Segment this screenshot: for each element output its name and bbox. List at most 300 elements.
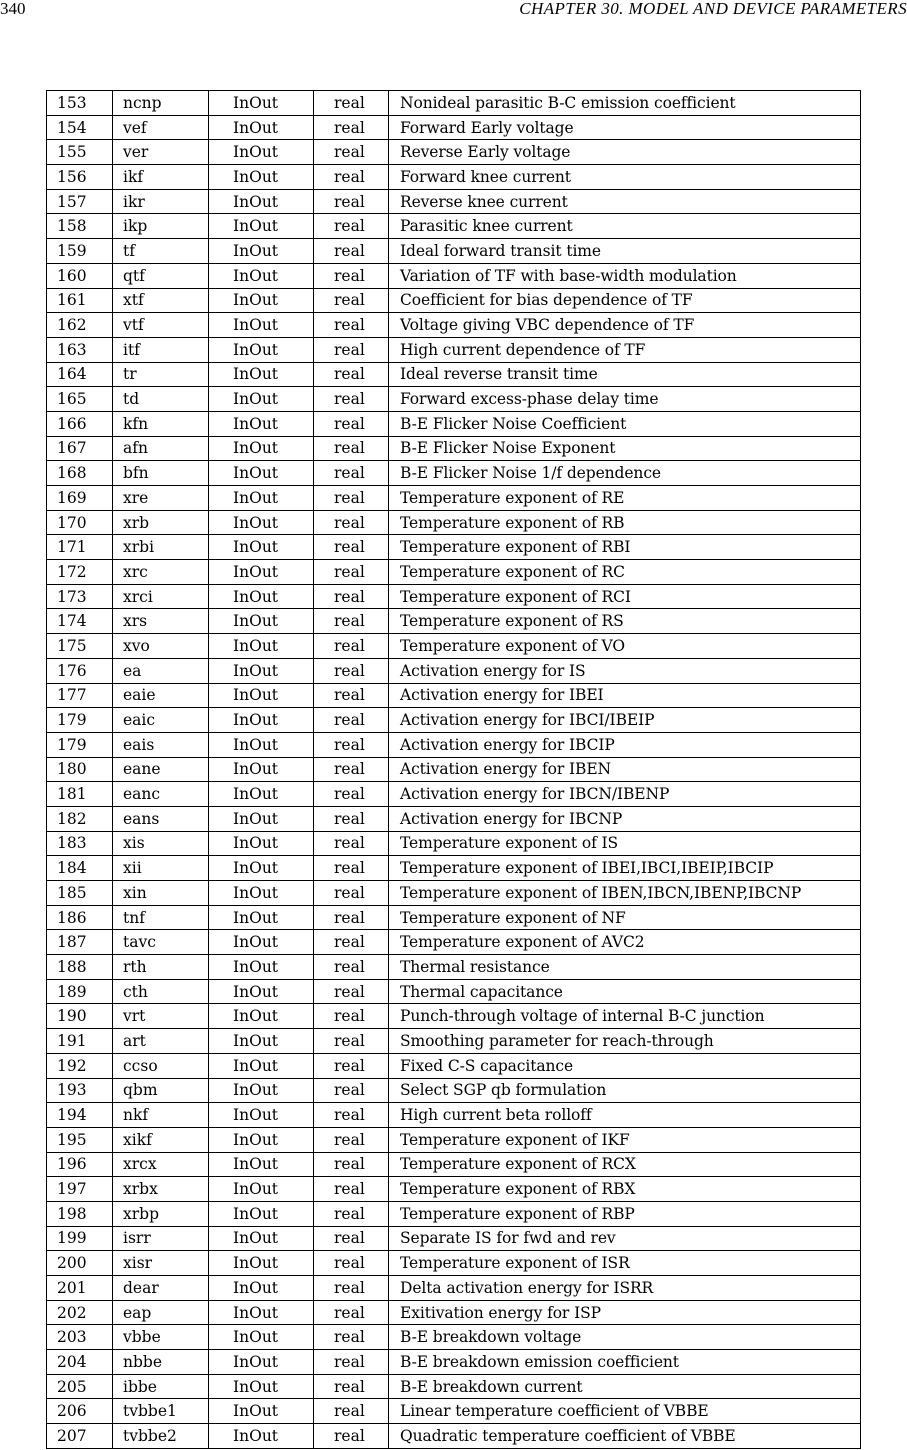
param-type-cell: real [314, 486, 389, 511]
table-row [47, 263, 861, 288]
param-name-cell: eane [113, 757, 209, 782]
param-direction-cell: InOut [209, 584, 314, 609]
param-type-cell: real [314, 214, 389, 239]
param-name-cell: xrbi [113, 535, 209, 560]
param-description-cell: Temperature exponent of AVC2 [389, 930, 861, 955]
table-row [47, 881, 861, 906]
param-description-cell: Coefficient for bias dependence of TF [389, 288, 861, 313]
param-description-cell: Activation energy for IBEN [389, 757, 861, 782]
param-description-cell: Variation of TF with base-width modulation [389, 263, 861, 288]
param-direction-cell: InOut [209, 905, 314, 930]
param-type-cell: real [314, 609, 389, 634]
param-id-cell: 173 [47, 584, 113, 609]
param-type-cell: real [314, 634, 389, 659]
param-name-cell: tf [113, 239, 209, 264]
param-name-cell: td [113, 387, 209, 412]
param-direction-cell: InOut [209, 757, 314, 782]
param-direction-cell: InOut [209, 288, 314, 313]
param-type-cell: real [314, 1300, 389, 1325]
chapter-title: CHAPTER 30. MODEL AND DEVICE PARAMETERS [519, 0, 907, 18]
table-row [47, 584, 861, 609]
param-name-cell: ver [113, 140, 209, 165]
table-row [47, 905, 861, 930]
table-row [47, 165, 861, 190]
param-id-cell: 179 [47, 732, 113, 757]
param-direction-cell: InOut [209, 658, 314, 683]
param-description-cell: Activation energy for IBCNP [389, 806, 861, 831]
param-id-cell: 167 [47, 436, 113, 461]
param-type-cell: real [314, 165, 389, 190]
param-description-cell: Temperature exponent of IKF [389, 1127, 861, 1152]
param-name-cell: eaic [113, 708, 209, 733]
param-name-cell: xii [113, 856, 209, 881]
param-type-cell: real [314, 535, 389, 560]
param-name-cell: itf [113, 337, 209, 362]
param-description-cell: Fixed C-S capacitance [389, 1053, 861, 1078]
param-description-cell: Temperature exponent of IBEN,IBCN,IBENP,IBCNP [389, 881, 861, 906]
param-direction-cell: InOut [209, 189, 314, 214]
param-description-cell: Ideal forward transit time [389, 239, 861, 264]
param-description-cell: Temperature exponent of RBX [389, 1177, 861, 1202]
param-id-cell: 205 [47, 1374, 113, 1399]
param-description-cell: Linear temperature coefficient of VBBE [389, 1399, 861, 1424]
param-description-cell: Punch-through voltage of internal B-C junction [389, 1004, 861, 1029]
param-id-cell: 202 [47, 1300, 113, 1325]
param-type-cell: real [314, 732, 389, 757]
param-direction-cell: InOut [209, 1201, 314, 1226]
param-direction-cell: InOut [209, 362, 314, 387]
table-row [47, 436, 861, 461]
param-type-cell: real [314, 288, 389, 313]
param-name-cell: ccso [113, 1053, 209, 1078]
param-id-cell: 190 [47, 1004, 113, 1029]
param-direction-cell: InOut [209, 1127, 314, 1152]
param-type-cell: real [314, 584, 389, 609]
param-id-cell: 200 [47, 1251, 113, 1276]
param-id-cell: 196 [47, 1152, 113, 1177]
param-name-cell: dear [113, 1276, 209, 1301]
param-description-cell: B-E breakdown emission coefficient [389, 1350, 861, 1375]
param-direction-cell: InOut [209, 683, 314, 708]
param-direction-cell: InOut [209, 1325, 314, 1350]
table-row [47, 1201, 861, 1226]
param-id-cell: 171 [47, 535, 113, 560]
param-description-cell: Temperature exponent of RCI [389, 584, 861, 609]
table-row [47, 1399, 861, 1424]
table-row [47, 510, 861, 535]
table-row [47, 362, 861, 387]
param-id-cell: 185 [47, 881, 113, 906]
table-row [47, 1350, 861, 1375]
param-type-cell: real [314, 806, 389, 831]
param-description-cell: Delta activation energy for ISRR [389, 1276, 861, 1301]
param-type-cell: real [314, 1424, 389, 1449]
param-id-cell: 204 [47, 1350, 113, 1375]
param-description-cell: Temperature exponent of ISR [389, 1251, 861, 1276]
param-id-cell: 184 [47, 856, 113, 881]
param-direction-cell: InOut [209, 1053, 314, 1078]
param-description-cell: Temperature exponent of RE [389, 486, 861, 511]
param-name-cell: xrbp [113, 1201, 209, 1226]
param-id-cell: 168 [47, 461, 113, 486]
param-type-cell: real [314, 856, 389, 881]
table-row [47, 387, 861, 412]
param-description-cell: Activation energy for IBCI/IBEIP [389, 708, 861, 733]
param-type-cell: real [314, 881, 389, 906]
param-description-cell: Temperature exponent of RBI [389, 535, 861, 560]
table-row [47, 1276, 861, 1301]
table-row [47, 239, 861, 264]
param-name-cell: vbbe [113, 1325, 209, 1350]
param-type-cell: real [314, 362, 389, 387]
table-row [47, 609, 861, 634]
param-id-cell: 189 [47, 979, 113, 1004]
param-name-cell: xrb [113, 510, 209, 535]
param-id-cell: 155 [47, 140, 113, 165]
table-row [47, 757, 861, 782]
param-type-cell: real [314, 140, 389, 165]
param-direction-cell: InOut [209, 214, 314, 239]
param-name-cell: eaie [113, 683, 209, 708]
param-direction-cell: InOut [209, 782, 314, 807]
param-description-cell: Thermal capacitance [389, 979, 861, 1004]
table-row [47, 288, 861, 313]
param-type-cell: real [314, 263, 389, 288]
table-row [47, 1152, 861, 1177]
param-description-cell: Exitivation energy for ISP [389, 1300, 861, 1325]
param-type-cell: real [314, 1399, 389, 1424]
param-direction-cell: InOut [209, 510, 314, 535]
table-row [47, 1029, 861, 1054]
param-id-cell: 179 [47, 708, 113, 733]
param-type-cell: real [314, 313, 389, 338]
param-name-cell: afn [113, 436, 209, 461]
param-id-cell: 188 [47, 955, 113, 980]
table-row [47, 91, 861, 116]
param-name-cell: xtf [113, 288, 209, 313]
param-type-cell: real [314, 1152, 389, 1177]
param-name-cell: ea [113, 658, 209, 683]
param-name-cell: vef [113, 115, 209, 140]
param-name-cell: cth [113, 979, 209, 1004]
param-direction-cell: InOut [209, 239, 314, 264]
param-type-cell: real [314, 1078, 389, 1103]
param-name-cell: nkf [113, 1103, 209, 1128]
table-row [47, 979, 861, 1004]
param-type-cell: real [314, 658, 389, 683]
param-direction-cell: InOut [209, 461, 314, 486]
param-name-cell: xrcx [113, 1152, 209, 1177]
param-type-cell: real [314, 955, 389, 980]
param-id-cell: 203 [47, 1325, 113, 1350]
param-type-cell: real [314, 115, 389, 140]
param-id-cell: 175 [47, 634, 113, 659]
param-direction-cell: InOut [209, 115, 314, 140]
param-name-cell: vrt [113, 1004, 209, 1029]
param-name-cell: tvbbe1 [113, 1399, 209, 1424]
param-description-cell: Nonideal parasitic B-C emission coefficient [389, 91, 861, 116]
param-type-cell: real [314, 461, 389, 486]
param-id-cell: 154 [47, 115, 113, 140]
param-id-cell: 176 [47, 658, 113, 683]
param-type-cell: real [314, 411, 389, 436]
table-row [47, 140, 861, 165]
param-direction-cell: InOut [209, 1029, 314, 1054]
param-name-cell: art [113, 1029, 209, 1054]
param-description-cell: Thermal resistance [389, 955, 861, 980]
param-id-cell: 183 [47, 831, 113, 856]
param-name-cell: qbm [113, 1078, 209, 1103]
param-name-cell: ikf [113, 165, 209, 190]
param-direction-cell: InOut [209, 140, 314, 165]
param-type-cell: real [314, 831, 389, 856]
param-name-cell: qtf [113, 263, 209, 288]
param-name-cell: xin [113, 881, 209, 906]
table-row [47, 115, 861, 140]
param-id-cell: 181 [47, 782, 113, 807]
param-id-cell: 160 [47, 263, 113, 288]
param-name-cell: nbbe [113, 1350, 209, 1375]
param-id-cell: 164 [47, 362, 113, 387]
param-name-cell: eans [113, 806, 209, 831]
param-type-cell: real [314, 1325, 389, 1350]
table-row [47, 930, 861, 955]
param-id-cell: 153 [47, 91, 113, 116]
param-id-cell: 187 [47, 930, 113, 955]
param-name-cell: rth [113, 955, 209, 980]
table-row [47, 313, 861, 338]
param-direction-cell: InOut [209, 1300, 314, 1325]
param-type-cell: real [314, 1053, 389, 1078]
param-type-cell: real [314, 1004, 389, 1029]
param-type-cell: real [314, 1350, 389, 1375]
param-description-cell: B-E Flicker Noise Coefficient [389, 411, 861, 436]
param-name-cell: bfn [113, 461, 209, 486]
param-type-cell: real [314, 1029, 389, 1054]
param-id-cell: 170 [47, 510, 113, 535]
table-row [47, 782, 861, 807]
param-description-cell: Activation energy for IBCN/IBENP [389, 782, 861, 807]
param-id-cell: 199 [47, 1226, 113, 1251]
param-type-cell: real [314, 337, 389, 362]
table-row [47, 461, 861, 486]
param-id-cell: 201 [47, 1276, 113, 1301]
param-direction-cell: InOut [209, 1251, 314, 1276]
table-row [47, 1251, 861, 1276]
param-id-cell: 165 [47, 387, 113, 412]
param-description-cell: Parasitic knee current [389, 214, 861, 239]
param-description-cell: Reverse Early voltage [389, 140, 861, 165]
param-direction-cell: InOut [209, 1276, 314, 1301]
param-description-cell: Forward excess-phase delay time [389, 387, 861, 412]
param-description-cell: Ideal reverse transit time [389, 362, 861, 387]
param-direction-cell: InOut [209, 881, 314, 906]
param-description-cell: Activation energy for IS [389, 658, 861, 683]
param-id-cell: 206 [47, 1399, 113, 1424]
param-direction-cell: InOut [209, 1424, 314, 1449]
param-type-cell: real [314, 1276, 389, 1301]
param-direction-cell: InOut [209, 634, 314, 659]
table-row [47, 683, 861, 708]
param-direction-cell: InOut [209, 165, 314, 190]
param-direction-cell: InOut [209, 930, 314, 955]
param-name-cell: ibbe [113, 1374, 209, 1399]
param-description-cell: Activation energy for IBCIP [389, 732, 861, 757]
table-row [47, 1053, 861, 1078]
param-direction-cell: InOut [209, 708, 314, 733]
param-direction-cell: InOut [209, 979, 314, 1004]
param-description-cell: Temperature exponent of VO [389, 634, 861, 659]
table-row [47, 337, 861, 362]
page-header [0, 0, 907, 20]
param-direction-cell: InOut [209, 1103, 314, 1128]
param-name-cell: tvbbe2 [113, 1424, 209, 1449]
param-id-cell: 158 [47, 214, 113, 239]
param-direction-cell: InOut [209, 1226, 314, 1251]
param-type-cell: real [314, 436, 389, 461]
param-type-cell: real [314, 757, 389, 782]
param-description-cell: Select SGP qb formulation [389, 1078, 861, 1103]
param-name-cell: isrr [113, 1226, 209, 1251]
param-id-cell: 159 [47, 239, 113, 264]
param-name-cell: ikp [113, 214, 209, 239]
param-type-cell: real [314, 91, 389, 116]
param-direction-cell: InOut [209, 806, 314, 831]
table-row [47, 856, 861, 881]
param-description-cell: Voltage giving VBC dependence of TF [389, 313, 861, 338]
param-id-cell: 191 [47, 1029, 113, 1054]
param-name-cell: vtf [113, 313, 209, 338]
param-id-cell: 166 [47, 411, 113, 436]
table-row [47, 1004, 861, 1029]
param-direction-cell: InOut [209, 1004, 314, 1029]
table-row [47, 411, 861, 436]
param-direction-cell: InOut [209, 535, 314, 560]
param-description-cell: Smoothing parameter for reach-through [389, 1029, 861, 1054]
param-name-cell: xre [113, 486, 209, 511]
param-direction-cell: InOut [209, 1350, 314, 1375]
param-id-cell: 193 [47, 1078, 113, 1103]
param-direction-cell: InOut [209, 831, 314, 856]
param-description-cell: Temperature exponent of RB [389, 510, 861, 535]
param-direction-cell: InOut [209, 91, 314, 116]
param-id-cell: 174 [47, 609, 113, 634]
table-row [47, 486, 861, 511]
param-direction-cell: InOut [209, 387, 314, 412]
param-type-cell: real [314, 1127, 389, 1152]
param-direction-cell: InOut [209, 1152, 314, 1177]
param-type-cell: real [314, 782, 389, 807]
table-row [47, 1127, 861, 1152]
param-direction-cell: InOut [209, 1374, 314, 1399]
param-id-cell: 198 [47, 1201, 113, 1226]
param-type-cell: real [314, 1226, 389, 1251]
param-name-cell: xis [113, 831, 209, 856]
param-name-cell: xikf [113, 1127, 209, 1152]
param-name-cell: xrc [113, 560, 209, 585]
param-name-cell: ncnp [113, 91, 209, 116]
param-type-cell: real [314, 239, 389, 264]
table-row [47, 708, 861, 733]
table-row [47, 806, 861, 831]
table-row [47, 1177, 861, 1202]
param-id-cell: 156 [47, 165, 113, 190]
param-direction-cell: InOut [209, 560, 314, 585]
param-name-cell: xrci [113, 584, 209, 609]
parameter-table [46, 90, 861, 1449]
param-description-cell: B-E breakdown voltage [389, 1325, 861, 1350]
table-row [47, 658, 861, 683]
param-id-cell: 157 [47, 189, 113, 214]
param-description-cell: B-E Flicker Noise Exponent [389, 436, 861, 461]
param-id-cell: 194 [47, 1103, 113, 1128]
param-description-cell: Reverse knee current [389, 189, 861, 214]
param-type-cell: real [314, 510, 389, 535]
param-type-cell: real [314, 683, 389, 708]
table-row [47, 560, 861, 585]
param-type-cell: real [314, 1177, 389, 1202]
param-description-cell: B-E Flicker Noise 1/f dependence [389, 461, 861, 486]
param-type-cell: real [314, 387, 389, 412]
param-id-cell: 186 [47, 905, 113, 930]
table-row [47, 1374, 861, 1399]
param-id-cell: 172 [47, 560, 113, 585]
param-name-cell: xrs [113, 609, 209, 634]
param-direction-cell: InOut [209, 486, 314, 511]
param-type-cell: real [314, 1374, 389, 1399]
param-description-cell: Forward Early voltage [389, 115, 861, 140]
param-description-cell: B-E breakdown current [389, 1374, 861, 1399]
param-type-cell: real [314, 1201, 389, 1226]
param-name-cell: kfn [113, 411, 209, 436]
param-id-cell: 177 [47, 683, 113, 708]
table-row [47, 1078, 861, 1103]
param-direction-cell: InOut [209, 955, 314, 980]
param-direction-cell: InOut [209, 856, 314, 881]
table-row [47, 1103, 861, 1128]
param-id-cell: 180 [47, 757, 113, 782]
table-row [47, 535, 861, 560]
param-name-cell: xrbx [113, 1177, 209, 1202]
param-type-cell: real [314, 189, 389, 214]
param-id-cell: 162 [47, 313, 113, 338]
table-row [47, 214, 861, 239]
param-id-cell: 161 [47, 288, 113, 313]
param-id-cell: 182 [47, 806, 113, 831]
param-description-cell: Temperature exponent of RCX [389, 1152, 861, 1177]
param-id-cell: 169 [47, 486, 113, 511]
table-row [47, 1300, 861, 1325]
param-type-cell: real [314, 560, 389, 585]
param-name-cell: eais [113, 732, 209, 757]
param-description-cell: Temperature exponent of NF [389, 905, 861, 930]
param-name-cell: ikr [113, 189, 209, 214]
param-type-cell: real [314, 1103, 389, 1128]
table-row [47, 1325, 861, 1350]
param-type-cell: real [314, 930, 389, 955]
param-direction-cell: InOut [209, 1399, 314, 1424]
param-name-cell: tavc [113, 930, 209, 955]
param-description-cell: Temperature exponent of RS [389, 609, 861, 634]
param-direction-cell: InOut [209, 609, 314, 634]
table-row [47, 831, 861, 856]
table-row [47, 1226, 861, 1251]
table-row [47, 955, 861, 980]
param-direction-cell: InOut [209, 263, 314, 288]
param-type-cell: real [314, 708, 389, 733]
param-id-cell: 192 [47, 1053, 113, 1078]
param-direction-cell: InOut [209, 732, 314, 757]
